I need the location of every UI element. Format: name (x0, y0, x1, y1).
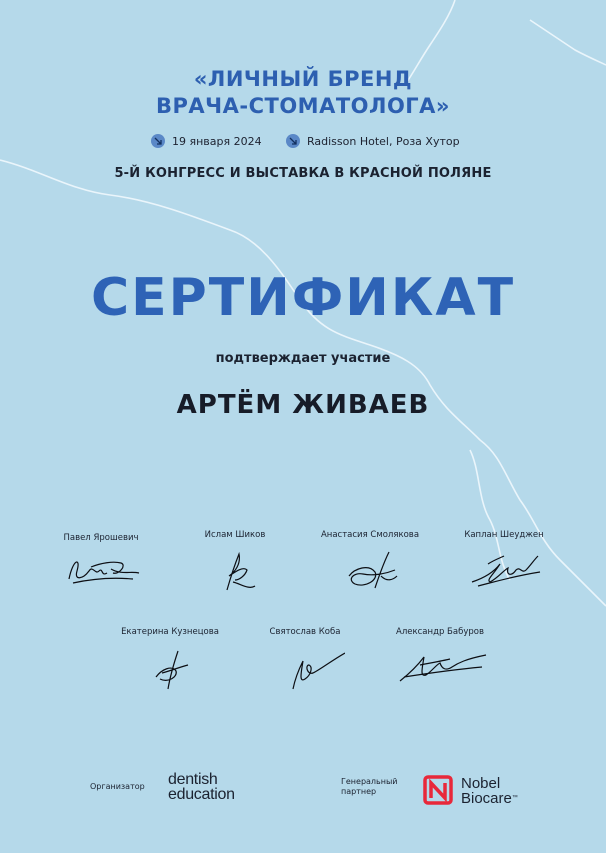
signatory-name: Александр Бабуров (396, 627, 484, 637)
nobel-logo-line1: Nobel (461, 775, 501, 792)
trademark-mark: ™ (511, 795, 518, 801)
nobel-biocare-logo (461, 776, 518, 806)
congress-subtitle: 5-Й КОНГРЕСС И ВЫСТАВКА В КРАСНОЙ ПОЛЯНЕ (114, 166, 492, 181)
signature-block (380, 627, 500, 688)
nobel-biocare-mark-icon (422, 774, 454, 806)
signatory-name: Святослав Коба (269, 627, 341, 637)
event-venue-text: Radisson Hotel, Роза Хутор (307, 134, 460, 148)
dentish-education-logo (168, 772, 235, 802)
signature-block (175, 530, 295, 596)
arrow-down-right-icon (286, 134, 300, 148)
partner-label-line1: Генеральный (341, 777, 398, 786)
handwritten-signature (335, 546, 405, 596)
signature-block (41, 533, 161, 589)
certificate-heading: СЕРТИФИКАТ (90, 268, 516, 328)
event-venue (286, 134, 460, 148)
signatory-name: Павел Ярошевич (63, 533, 139, 543)
signature-block (444, 530, 564, 591)
signatory-name: Каплан Шеуджен (464, 530, 544, 540)
signatory-name: Анастасия Смолякова (320, 530, 420, 540)
organizer-label: Организатор (90, 782, 145, 791)
signatory-name: Екатерина Кузнецова (121, 627, 219, 637)
nobel-logo-line2: Biocare (461, 790, 512, 807)
dentish-logo-line1: dentish (168, 771, 218, 788)
handwritten-signature (205, 546, 265, 596)
dentish-logo-line2: education (168, 786, 235, 803)
event-title-line1: «ЛИЧНЫЙ БРЕНД (193, 67, 413, 91)
event-title-line2: ВРАЧА-СТОМАТОЛОГА» (156, 94, 450, 118)
handwritten-signature (265, 643, 345, 693)
arrow-down-right-icon (151, 134, 165, 148)
signature-block (310, 530, 430, 596)
handwritten-signature (61, 549, 141, 589)
handwritten-signature (390, 643, 490, 688)
event-date-text: 19 января 2024 (172, 134, 262, 148)
confirms-participation-text: подтверждает участие (215, 351, 391, 366)
handwritten-signature (464, 546, 544, 591)
handwritten-signature (140, 643, 200, 693)
signatory-name: Ислам Шиков (204, 530, 266, 540)
event-date (151, 134, 262, 148)
recipient-name: АРТЁМ ЖИВАЕВ (176, 390, 430, 420)
signature-block (110, 627, 230, 693)
signature-block (245, 627, 365, 693)
partner-label-line2: партнер (341, 787, 377, 796)
general-partner-label (341, 777, 398, 797)
